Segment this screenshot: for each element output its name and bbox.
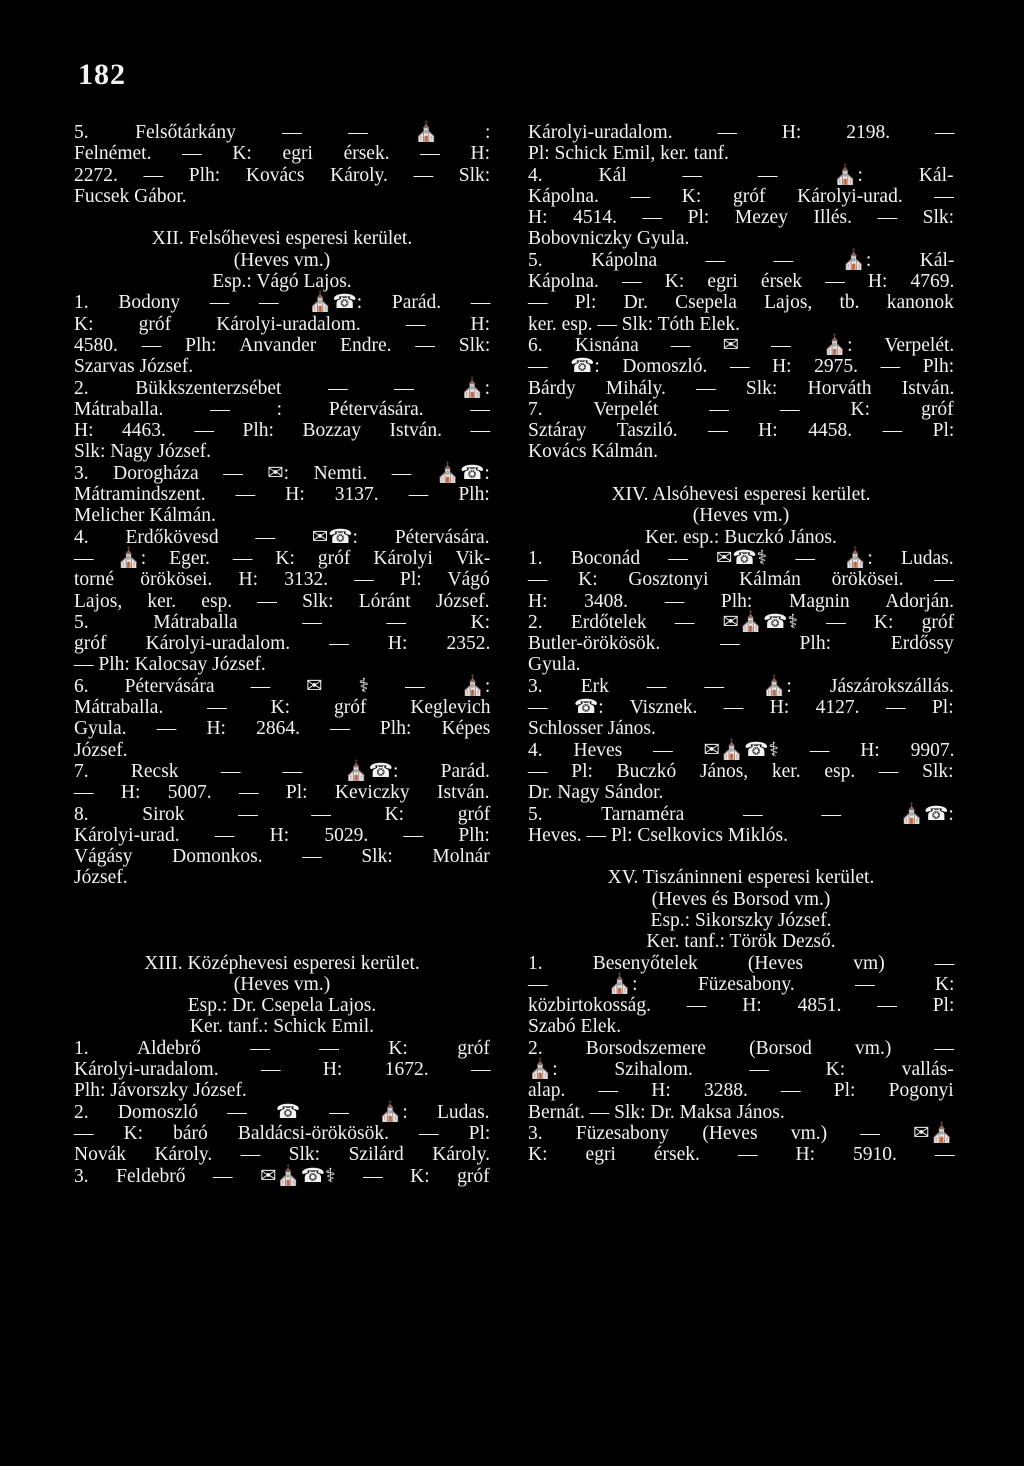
text-line: Kovács Kálmán. — [528, 441, 658, 463]
text-line: — ⛪: Füzesabony. — K: — [528, 973, 955, 995]
text-line: Mátramindszent. — H: 3137. — Plh: — [74, 484, 490, 506]
text-line: 1. Aldebrő — — K: gróf — [74, 1037, 490, 1059]
text-line: 7. Recsk — — ⛪☎: Parád. — [74, 760, 490, 782]
text-line: közbirtokosság. — H: 4851. — Pl: — [528, 995, 955, 1017]
text-line: Gyula. — H: 2864. — Plh: Képes — [74, 718, 491, 740]
text-line: 4. Heves — ✉⛪☎⚕ — H: 9907. — [528, 739, 955, 761]
text-line: 4. Erdőkövesd — ✉☎: Pétervására. — [74, 526, 490, 548]
text-line: — H: 5007. — Pl: Keviczky István. — [74, 782, 490, 804]
text-line: 2. Bükkszenterzsébet — — ⛪: — [74, 377, 491, 399]
text-line: Bernát. — Slk: Dr. Maksa János. — [528, 1101, 785, 1123]
text-line: — ☎: Visznek. — H: 4127. — Pl: — [528, 697, 954, 719]
text-line: XII. Felsőhevesi esperesi kerület. — [151, 228, 413, 250]
text-line: 1. Boconád — ✉☎⚕ — ⛪: Ludas. — [528, 547, 954, 569]
text-line: Esp.: Sikorszky József. — [650, 909, 832, 931]
text-line: 3. Dorogháza — ✉: Nemti. — ⛪☎: — [74, 462, 490, 484]
text-line: Szarvas József. — [74, 356, 194, 378]
text-line: Ker. tanf.: Schick Emil. — [189, 1016, 375, 1038]
text-line: XIII. Középhevesi esperesi kerület. — [144, 952, 420, 974]
text-line: Fucsek Gábor. — [74, 185, 187, 207]
text-line: 5. Mátraballa — — K: — [74, 611, 491, 633]
text-line: 6. Pétervására — ✉ ⚕ — ⛪: — [74, 675, 491, 697]
text-line: K: egri érsek. — H: 5910. — — [528, 1144, 955, 1166]
text-line: 2. Domoszló — ☎ — ⛪: Ludas. — [74, 1101, 490, 1123]
text-line — [528, 846, 954, 867]
text-line: 5. Felsőtárkány — — ⛪ : — [74, 122, 491, 143]
text-line: (Heves vm.) — [692, 505, 790, 527]
text-line: 2. Borsodszemere (Borsod vm.) — — [528, 1037, 954, 1059]
page-number: 182 — [78, 58, 126, 91]
text-line: 8. Sirok — — K: gróf — [74, 803, 491, 825]
text-line: XV. Tiszáninneni esperesi kerület. — [607, 867, 875, 889]
text-line: Bárdy Mihály. — Slk: Horváth István. — [528, 377, 955, 399]
text-line: H: 4514. — Pl: Mezey Illés. — Slk: — [528, 207, 955, 229]
text-line: Heves. — Pl: Cselkovics Miklós. — [528, 824, 789, 846]
text-line: 4580. — Plh: Anvander Endre. — Slk: — [74, 334, 491, 356]
text-line: — Plh: Kalocsay József. — [74, 654, 266, 676]
text-line: Novák Károly. — Slk: Szilárd Károly. — [74, 1144, 491, 1166]
text-line: — K: báró Baldácsi-örökösök. — Pl: — [74, 1122, 491, 1144]
text-line: (Heves vm.) — [233, 973, 331, 995]
text-line: Károlyi-urad. — H: 5029. — Plh: — [74, 824, 490, 846]
text-line: ⛪: Szihalom. — K: vallás- — [528, 1059, 954, 1081]
text-line: Pl: Schick Emil, ker. tanf. — [528, 143, 729, 165]
text-line: ker. esp. — Slk: Tóth Elek. — [528, 313, 740, 335]
text-line: XIV. Alsóhevesi esperesi kerület. — [611, 484, 871, 506]
text-line: Esp.: Vágó Lajos. — [212, 271, 352, 293]
text-line: 3. Feldebrő — ✉⛪☎⚕ — K: gróf — [74, 1165, 490, 1187]
text-line: Kápolna. — K: egri érsek — H: 4769. — [528, 271, 955, 293]
text-line: Felnémet. — K: egri érsek. — H: — [74, 143, 491, 165]
left-column — [74, 122, 490, 1187]
text-line: József. — [74, 739, 128, 761]
text-line: 5. Kápolna — — ⛪: Kál- — [528, 249, 955, 271]
text-line: Esp.: Dr. Csepela Lajos. — [187, 995, 377, 1017]
text-line: K: gróf Károlyi-uradalom. — H: — [74, 313, 491, 335]
text-line: alap. — H: 3288. — Pl: Pogonyi — [528, 1080, 954, 1102]
text-line: — Pl: Buczkó János, ker. esp. — Slk: — [528, 760, 954, 782]
text-line — [74, 889, 490, 910]
text-line: Károlyi-uradalom. — H: 1672. — — [74, 1059, 491, 1081]
text-line: Ker. esp.: Buczkó János. — [645, 526, 837, 548]
text-line: gróf Károlyi-uradalom. — H: 2352. — [74, 633, 491, 655]
text-line: 5. Tarnaméra — — ⛪☎: — [528, 803, 954, 825]
text-line: Kápolna. — K: gróf Károlyi-urad. — — [528, 185, 954, 207]
text-line: Szabó Elek. — [528, 1016, 622, 1038]
text-line: 3. Füzesabony (Heves vm.) — ✉⛪ — [528, 1122, 954, 1144]
text-line: — ⛪: Eger. — K: gróf Károlyi Vik- — [74, 547, 491, 569]
text-line: Sztáray Tasziló. — H: 4458. — Pl: — [528, 420, 955, 442]
text-line: 7. Verpelét — — K: gróf — [528, 398, 954, 420]
right-column — [528, 122, 954, 1166]
text-line: — ☎: Domoszló. — H: 2975. — Plh: — [528, 356, 955, 378]
text-line: Plh: Jávorszky József. — [74, 1080, 247, 1102]
text-line: Károlyi-uradalom. — H: 2198. — — [528, 122, 955, 143]
text-line: (Heves vm.) — [233, 249, 331, 271]
text-line — [74, 910, 490, 931]
text-line: torné örökösei. H: 3132. — Pl: Vágó — [74, 569, 490, 591]
text-line: Ker. tanf.: Török Dezső. — [646, 931, 836, 953]
text-line: Dr. Nagy Sándor. — [528, 782, 664, 804]
text-line: 2. Erdőtelek — ✉⛪☎⚕ — K: gróf — [528, 611, 955, 633]
text-line: 1. Bodony — — ⛪☎: Parád. — — [74, 292, 491, 314]
text-line: Schlosser János. — [528, 718, 656, 740]
text-line: 1. Besenyőtelek (Heves vm) — — [528, 952, 955, 974]
text-line: Butler-örökösök. — Plh: Erdőssy — [528, 633, 954, 655]
text-line: 3. Erk — — ⛪: Jászárokszállás. — [528, 675, 954, 697]
text-line: H: 3408. — Plh: Magnin Adorján. — [528, 590, 955, 612]
text-line: 2272. — Plh: Kovács Károly. — Slk: — [74, 164, 491, 186]
text-line: József. — [74, 867, 128, 889]
text-line — [528, 463, 954, 484]
text-line: Mátraballa. — : Pétervására. — — [74, 398, 490, 420]
text-line: (Heves és Borsod vm.) — [651, 888, 831, 910]
text-line: Mátraballa. — K: gróf Keglevich — [74, 697, 491, 719]
text-line: Slk: Nagy József. — [74, 441, 212, 463]
text-line: Bobovniczky Gyula. — [528, 228, 690, 250]
text-line — [74, 931, 490, 952]
text-line: H: 4463. — Plh: Bozzay István. — — [74, 420, 491, 442]
text-line: 6. Kisnána — ✉ — ⛪: Verpelét. — [528, 334, 955, 356]
text-line: Vágásy Domonkos. — Slk: Molnár — [74, 846, 490, 868]
text-line: — K: Gosztonyi Kálmán örökösei. — — [528, 569, 954, 591]
text-line: Gyula. — [528, 654, 581, 676]
text-line: Lajos, ker. esp. — Slk: Lóránt József. — [74, 590, 490, 612]
text-line: Melicher Kálmán. — [74, 505, 216, 527]
text-line: — Pl: Dr. Csepela Lajos, tb. kanonok — [528, 292, 954, 314]
text-line: 4. Kál — — ⛪: Kál- — [528, 164, 954, 186]
text-line — [74, 207, 490, 228]
